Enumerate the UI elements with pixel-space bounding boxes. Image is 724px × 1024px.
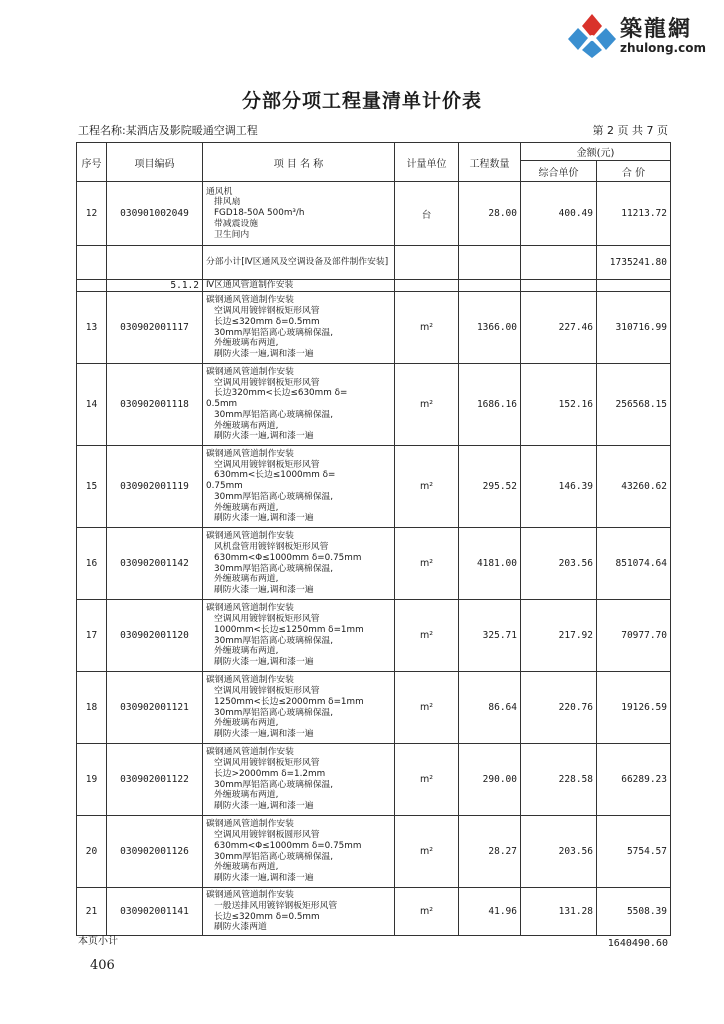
header-code: 项目编码	[107, 143, 203, 182]
bill-table	[76, 142, 671, 936]
row-seq: 14	[77, 364, 107, 446]
row-seq: 13	[77, 292, 107, 364]
desc-line: 30mm厚铝箔离心玻璃棉保温,	[214, 851, 334, 862]
section-code: 5.1.2	[107, 280, 203, 292]
desc-line: 外缠玻璃布两道,	[214, 862, 279, 873]
row-code: 030902001120	[107, 600, 203, 672]
desc-line: 长边>2000mm δ=1.2mm	[214, 768, 326, 779]
desc-line: 刷防火漆一遍,调和漆一遍	[214, 657, 314, 668]
page-subtotal-label: 本页小计	[78, 936, 118, 947]
desc-line: 刷防火漆一遍,调和漆一遍	[214, 513, 314, 524]
row-qty: 86.64	[459, 672, 521, 744]
row-total: 19126.59	[597, 672, 671, 744]
desc-line: 排风扇	[214, 197, 241, 208]
row-price: 217.92	[521, 600, 597, 672]
desc-line: 风机盘管用镀锌钢板矩形风管	[214, 541, 329, 552]
desc-line: 刷防火漆一遍,调和漆一遍	[214, 585, 314, 596]
table-row	[77, 744, 671, 816]
row-description	[203, 292, 395, 364]
empty-cell	[459, 280, 521, 292]
desc-line: 空调风用镀锌钢板圆形风管	[214, 829, 320, 840]
row-description	[203, 744, 395, 816]
desc-line: 碳钢通风管道制作安装	[206, 889, 294, 900]
desc-line: 630mm<Φ≤1000mm δ=0.75mm	[214, 840, 362, 851]
desc-line: 碳钢通风管道制作安装	[206, 819, 294, 830]
logo-english-text: zhulong.com	[620, 41, 706, 55]
desc-line: 碳钢通风管道制作安装	[206, 295, 294, 306]
row-unit: m²	[395, 364, 459, 446]
row-price: 203.56	[521, 528, 597, 600]
section-row	[77, 280, 671, 292]
row-unit: m²	[395, 672, 459, 744]
row-seq: 16	[77, 528, 107, 600]
desc-line: 通风机	[206, 186, 233, 197]
row-description	[203, 446, 395, 528]
logo-mark-icon	[568, 12, 616, 58]
desc-line: 碳钢通风管道制作安装	[206, 448, 294, 459]
desc-line: 空调风用镀锌钢板矩形风管	[214, 757, 320, 768]
row-description	[203, 182, 395, 246]
desc-line: 外缠玻璃布两道,	[214, 338, 279, 349]
row-unit: m²	[395, 600, 459, 672]
row-unit: 台	[395, 182, 459, 246]
row-seq: 18	[77, 672, 107, 744]
row-qty: 28.27	[459, 816, 521, 888]
desc-line: 外缠玻璃布两道,	[214, 718, 279, 729]
empty-cell	[597, 280, 671, 292]
desc-line: 碳钢通风管道制作安装	[206, 366, 294, 377]
row-code: 030902001119	[107, 446, 203, 528]
empty-cell	[77, 246, 107, 280]
desc-line: 外缠玻璃布两道,	[214, 574, 279, 585]
subtotal-row	[77, 246, 671, 280]
subtotal-text: 分部小计[Ⅳ区通风及空调设备及部件制作安装]	[206, 257, 389, 268]
desc-line: 30mm厚铝箔离心玻璃棉保温,	[214, 409, 334, 420]
table-row	[77, 292, 671, 364]
row-qty: 295.52	[459, 446, 521, 528]
header-unit: 计量单位	[395, 143, 459, 182]
row-total: 43260.62	[597, 446, 671, 528]
row-seq: 15	[77, 446, 107, 528]
desc-line: 空调风用镀锌钢板矩形风管	[214, 377, 320, 388]
row-unit: m²	[395, 888, 459, 936]
row-qty: 41.96	[459, 888, 521, 936]
row-seq: 17	[77, 600, 107, 672]
empty-cell	[77, 280, 107, 292]
row-total: 66289.23	[597, 744, 671, 816]
table-row	[77, 446, 671, 528]
row-total: 70977.70	[597, 600, 671, 672]
desc-line: 刷防火漆一遍,调和漆一遍	[214, 801, 314, 812]
desc-line: 外缠玻璃布两道,	[214, 420, 279, 431]
empty-cell	[395, 280, 459, 292]
row-unit: m²	[395, 446, 459, 528]
desc-line: 刷防火漆两道	[214, 922, 267, 933]
table-row	[77, 672, 671, 744]
header-row-1	[77, 143, 671, 161]
header-name: 项 目 名 称	[203, 143, 395, 182]
desc-line: 碳钢通风管道制作安装	[206, 747, 294, 758]
row-description	[203, 816, 395, 888]
desc-line: 长边≤320mm δ=0.5mm	[214, 316, 320, 327]
desc-line: 30mm厚铝箔离心玻璃棉保温,	[214, 563, 334, 574]
desc-line: 630mm<Φ≤1000mm δ=0.75mm	[214, 552, 362, 563]
row-total: 851074.64	[597, 528, 671, 600]
desc-line: 外缠玻璃布两道,	[214, 646, 279, 657]
row-seq: 12	[77, 182, 107, 246]
section-text: Ⅳ区通风管道制作安装	[206, 280, 294, 291]
desc-line: 空调风用镀锌钢板矩形风管	[214, 613, 320, 624]
row-unit: m²	[395, 744, 459, 816]
row-description	[203, 528, 395, 600]
row-code: 030902001121	[107, 672, 203, 744]
desc-line: 长边≤320mm δ=0.5mm	[214, 911, 320, 922]
row-qty: 1686.16	[459, 364, 521, 446]
desc-line: 一般送排风用镀锌钢板矩形风管	[214, 900, 338, 911]
row-description	[203, 888, 395, 936]
row-total: 5754.57	[597, 816, 671, 888]
desc-line: 0.5mm	[206, 399, 238, 410]
row-code: 030902001141	[107, 888, 203, 936]
empty-cell	[521, 280, 597, 292]
desc-line: 碳钢通风管道制作安装	[206, 531, 294, 542]
row-price: 400.49	[521, 182, 597, 246]
row-price: 146.39	[521, 446, 597, 528]
zhulong-logo	[568, 8, 718, 62]
table-row	[77, 888, 671, 936]
table-row	[77, 182, 671, 246]
row-seq: 20	[77, 816, 107, 888]
row-unit: m²	[395, 292, 459, 364]
desc-line: FGD18-50A 500m³/h	[214, 208, 305, 219]
page-title: 分部分项工程量清单计价表	[241, 90, 482, 112]
empty-cell	[521, 246, 597, 280]
row-qty: 4181.00	[459, 528, 521, 600]
row-code: 030902001126	[107, 816, 203, 888]
page-subtotal-value: 1640490.60	[607, 938, 668, 949]
page-info: 第 2 页 共 7 页	[592, 124, 668, 137]
header-seq: 序号	[77, 143, 107, 182]
desc-line: 30mm厚铝箔离心玻璃棉保温,	[214, 491, 334, 502]
row-price: 227.46	[521, 292, 597, 364]
row-code: 030901002049	[107, 182, 203, 246]
row-qty: 28.00	[459, 182, 521, 246]
empty-cell	[107, 246, 203, 280]
desc-line: 外缠玻璃布两道,	[214, 790, 279, 801]
row-qty: 325.71	[459, 600, 521, 672]
header-qty: 工程数量	[459, 143, 521, 182]
table-row	[77, 528, 671, 600]
subtotal-total: 1735241.80	[597, 246, 671, 280]
desc-line: 1000mm<长边≤1250mm δ=1mm	[214, 624, 364, 635]
desc-line: 碳钢通风管道制作安装	[206, 603, 294, 614]
row-unit: m²	[395, 528, 459, 600]
empty-cell	[395, 246, 459, 280]
desc-line: 0.75mm	[206, 481, 243, 492]
desc-line: 刷防火漆一遍,调和漆一遍	[214, 729, 314, 740]
row-total: 310716.99	[597, 292, 671, 364]
section-title	[203, 280, 395, 292]
desc-line: 空调风用镀锌钢板矩形风管	[214, 685, 320, 696]
desc-line: 带减震设施	[214, 218, 258, 229]
desc-line: 630mm<长边≤1000mm δ=	[214, 470, 336, 481]
desc-line: 碳钢通风管道制作安装	[206, 675, 294, 686]
header-unit-price: 综合单价	[521, 161, 597, 182]
desc-line: 空调风用镀锌钢板矩形风管	[214, 459, 320, 470]
row-description	[203, 672, 395, 744]
header-total: 合 价	[597, 161, 671, 182]
table-row	[77, 364, 671, 446]
row-price: 220.76	[521, 672, 597, 744]
row-price: 131.28	[521, 888, 597, 936]
page-number: 406	[90, 958, 115, 973]
project-name: 工程名称:某酒店及影院暖通空调工程	[78, 124, 258, 137]
row-code: 030902001122	[107, 744, 203, 816]
row-price: 228.58	[521, 744, 597, 816]
row-price: 152.16	[521, 364, 597, 446]
desc-line: 1250mm<长边≤2000mm δ=1mm	[214, 696, 364, 707]
header-amount: 金额(元)	[521, 143, 671, 161]
row-total: 5508.39	[597, 888, 671, 936]
row-code: 030902001117	[107, 292, 203, 364]
desc-line: 刷防火漆一遍,调和漆一遍	[214, 431, 314, 442]
desc-line: 刷防火漆一遍,调和漆一遍	[214, 349, 314, 360]
row-description	[203, 364, 395, 446]
row-description	[203, 600, 395, 672]
empty-cell	[459, 246, 521, 280]
row-code: 030902001142	[107, 528, 203, 600]
table-row	[77, 816, 671, 888]
desc-line: 30mm厚铝箔离心玻璃棉保温,	[214, 779, 334, 790]
desc-line: 长边320mm<长边≤630mm δ=	[214, 388, 348, 399]
row-seq: 21	[77, 888, 107, 936]
desc-line: 卫生间内	[214, 229, 250, 240]
logo-chinese-text: 築龍網	[620, 17, 693, 42]
row-qty: 290.00	[459, 744, 521, 816]
subtotal-label	[203, 246, 395, 280]
desc-line: 30mm厚铝箔离心玻璃棉保温,	[214, 327, 334, 338]
row-price: 203.56	[521, 816, 597, 888]
desc-line: 30mm厚铝箔离心玻璃棉保温,	[214, 707, 334, 718]
desc-line: 外缠玻璃布两道,	[214, 502, 279, 513]
desc-line: 30mm厚铝箔离心玻璃棉保温,	[214, 635, 334, 646]
row-code: 030902001118	[107, 364, 203, 446]
row-qty: 1366.00	[459, 292, 521, 364]
row-unit: m²	[395, 816, 459, 888]
desc-line: 刷防火漆一遍,调和漆一遍	[214, 873, 314, 884]
row-total: 256568.15	[597, 364, 671, 446]
table-row	[77, 600, 671, 672]
desc-line: 空调风用镀锌钢板矩形风管	[214, 305, 320, 316]
row-seq: 19	[77, 744, 107, 816]
row-total: 11213.72	[597, 182, 671, 246]
